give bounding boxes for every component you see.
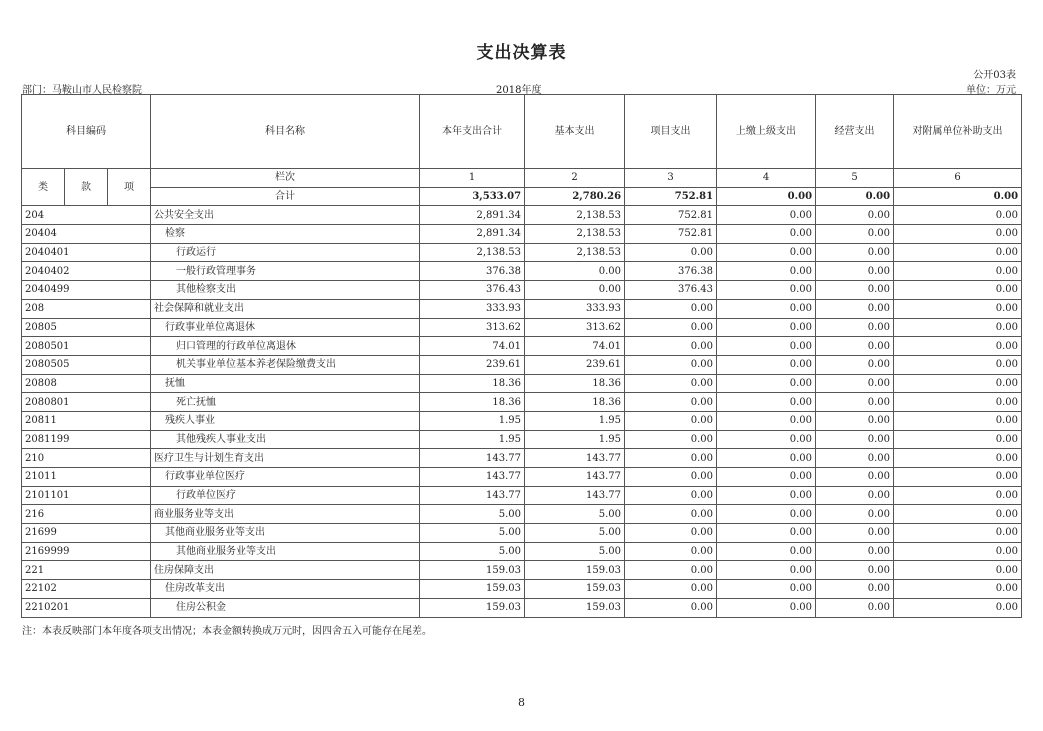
header-remit: 上缴上级支出	[717, 95, 816, 169]
subject-code: 2081199	[22, 430, 151, 449]
col-num: 3	[625, 169, 717, 188]
table-row	[22, 243, 1022, 262]
table-row	[22, 561, 1022, 580]
amount-cell: 0.00	[894, 318, 1022, 337]
amount-cell: 0.00	[717, 393, 816, 412]
amount-cell: 0.00	[717, 524, 816, 543]
total-cell: 0.00	[894, 187, 1022, 206]
amount-cell: 5.00	[525, 542, 625, 561]
amount-cell: 18.36	[525, 374, 625, 393]
amount-cell: 0.00	[894, 411, 1022, 430]
amount-cell: 0.00	[816, 561, 894, 580]
subject-code: 22102	[22, 580, 151, 599]
col-num: 5	[816, 169, 894, 188]
amount-cell: 0.00	[894, 449, 1022, 468]
subject-code: 20404	[22, 225, 151, 244]
amount-cell: 143.77	[525, 449, 625, 468]
department-label: 部门：马鞍山市人民检察院	[22, 85, 142, 96]
amount-cell: 5.00	[525, 505, 625, 524]
amount-cell: 1.95	[525, 430, 625, 449]
subject-name: 行政事业单位离退休	[151, 318, 420, 337]
subject-code: 208	[22, 299, 151, 318]
amount-cell: 0.00	[717, 299, 816, 318]
amount-cell: 0.00	[717, 561, 816, 580]
amount-cell: 0.00	[894, 225, 1022, 244]
amount-cell: 0.00	[894, 243, 1022, 262]
table-row	[22, 393, 1022, 412]
subject-name: 其他残疾人事业支出	[151, 430, 420, 449]
amount-cell: 0.00	[816, 337, 894, 356]
amount-cell: 0.00	[894, 430, 1022, 449]
amount-cell: 752.81	[625, 225, 717, 244]
amount-cell: 0.00	[625, 580, 717, 599]
amount-cell: 0.00	[894, 580, 1022, 599]
amount-cell: 2,891.34	[420, 225, 525, 244]
amount-cell: 0.00	[816, 206, 894, 225]
amount-cell: 0.00	[625, 598, 717, 617]
amount-cell: 0.00	[816, 542, 894, 561]
page-number: 8	[518, 696, 525, 709]
table-row	[22, 225, 1022, 244]
amount-cell: 143.77	[420, 449, 525, 468]
amount-cell: 159.03	[420, 580, 525, 599]
amount-cell: 2,138.53	[525, 206, 625, 225]
total-cell: 0.00	[717, 187, 816, 206]
amount-cell: 0.00	[816, 580, 894, 599]
amount-cell: 0.00	[894, 374, 1022, 393]
amount-cell: 0.00	[717, 468, 816, 487]
amount-cell: 0.00	[625, 430, 717, 449]
amount-cell: 0.00	[894, 281, 1022, 300]
subject-name: 商业服务业等支出	[151, 505, 420, 524]
amount-cell: 0.00	[894, 355, 1022, 374]
subject-code: 210	[22, 449, 151, 468]
amount-cell: 143.77	[525, 486, 625, 505]
amount-cell: 0.00	[717, 598, 816, 617]
header-total: 本年支出合计	[420, 95, 525, 169]
subject-name: 公共安全支出	[151, 206, 420, 225]
amount-cell: 0.00	[816, 262, 894, 281]
amount-cell: 0.00	[717, 542, 816, 561]
amount-cell: 313.62	[525, 318, 625, 337]
header-lei: 类	[22, 169, 65, 206]
amount-cell: 5.00	[420, 524, 525, 543]
column-number-row	[22, 169, 1022, 188]
page-title: 支出决算表	[476, 43, 567, 63]
amount-cell: 0.00	[894, 524, 1022, 543]
table-row	[22, 524, 1022, 543]
amount-cell: 2,891.34	[420, 206, 525, 225]
amount-cell: 0.00	[625, 542, 717, 561]
amount-cell: 0.00	[816, 505, 894, 524]
subject-name: 住房改革支出	[151, 580, 420, 599]
subject-name: 住房保障支出	[151, 561, 420, 580]
table-row	[22, 281, 1022, 300]
amount-cell: 333.93	[525, 299, 625, 318]
amount-cell: 0.00	[625, 299, 717, 318]
amount-cell: 0.00	[816, 299, 894, 318]
amount-cell: 0.00	[717, 281, 816, 300]
subject-code: 21011	[22, 468, 151, 487]
subject-code: 20808	[22, 374, 151, 393]
amount-cell: 0.00	[894, 505, 1022, 524]
amount-cell: 18.36	[420, 374, 525, 393]
amount-cell: 74.01	[525, 337, 625, 356]
amount-cell: 74.01	[420, 337, 525, 356]
amount-cell: 0.00	[717, 206, 816, 225]
subject-code: 2040401	[22, 243, 151, 262]
amount-cell: 239.61	[420, 355, 525, 374]
amount-cell: 0.00	[525, 262, 625, 281]
expenditure-table	[21, 94, 1022, 618]
amount-cell: 0.00	[717, 505, 816, 524]
amount-cell: 0.00	[625, 486, 717, 505]
amount-cell: 18.36	[525, 393, 625, 412]
subject-code: 2101101	[22, 486, 151, 505]
table-row	[22, 299, 1022, 318]
subject-code: 2040402	[22, 262, 151, 281]
table-row	[22, 580, 1022, 599]
subject-code: 221	[22, 561, 151, 580]
amount-cell: 0.00	[894, 206, 1022, 225]
amount-cell: 5.00	[420, 542, 525, 561]
amount-cell: 0.00	[717, 355, 816, 374]
amount-cell: 0.00	[816, 281, 894, 300]
amount-cell: 159.03	[525, 598, 625, 617]
subject-code: 2040499	[22, 281, 151, 300]
amount-cell: 143.77	[420, 486, 525, 505]
subject-name: 检察	[151, 225, 420, 244]
amount-cell: 376.43	[625, 281, 717, 300]
unit-label: 单位：万元	[966, 85, 1016, 96]
col-num: 1	[420, 169, 525, 188]
subject-name: 归口管理的行政单位离退休	[151, 337, 420, 356]
amount-cell: 376.38	[625, 262, 717, 281]
amount-cell: 0.00	[717, 486, 816, 505]
amount-cell: 0.00	[816, 468, 894, 487]
header-xiang: 项	[108, 169, 151, 206]
total-cell: 0.00	[816, 187, 894, 206]
amount-cell: 0.00	[816, 411, 894, 430]
amount-cell: 1.95	[525, 411, 625, 430]
table-row	[22, 505, 1022, 524]
subject-name: 行政运行	[151, 243, 420, 262]
subject-code: 204	[22, 206, 151, 225]
subject-code: 2210201	[22, 598, 151, 617]
amount-cell: 0.00	[717, 411, 816, 430]
table-row	[22, 337, 1022, 356]
header-subsidy: 对附属单位补助支出	[894, 95, 1022, 169]
amount-cell: 0.00	[816, 598, 894, 617]
amount-cell: 0.00	[625, 355, 717, 374]
col-num: 6	[894, 169, 1022, 188]
amount-cell: 159.03	[525, 580, 625, 599]
table-row	[22, 206, 1022, 225]
amount-cell: 159.03	[420, 598, 525, 617]
amount-cell: 0.00	[717, 243, 816, 262]
amount-cell: 0.00	[625, 318, 717, 337]
table-row	[22, 430, 1022, 449]
amount-cell: 5.00	[525, 524, 625, 543]
amount-cell: 333.93	[420, 299, 525, 318]
amount-cell: 0.00	[816, 243, 894, 262]
amount-cell: 0.00	[717, 580, 816, 599]
amount-cell: 0.00	[894, 299, 1022, 318]
total-label: 合计	[151, 187, 420, 206]
amount-cell: 0.00	[525, 281, 625, 300]
amount-cell: 0.00	[625, 337, 717, 356]
amount-cell: 0.00	[894, 468, 1022, 487]
header-name: 科目名称	[151, 95, 420, 169]
amount-cell: 0.00	[894, 393, 1022, 412]
amount-cell: 0.00	[816, 374, 894, 393]
subject-name: 医疗卫生与计划生育支出	[151, 449, 420, 468]
subject-code: 2080801	[22, 393, 151, 412]
amount-cell: 0.00	[625, 374, 717, 393]
table-row	[22, 449, 1022, 468]
col-num: 2	[525, 169, 625, 188]
amount-cell: 0.00	[816, 449, 894, 468]
header-code: 科目编码	[22, 95, 151, 169]
amount-cell: 0.00	[625, 393, 717, 412]
amount-cell: 143.77	[420, 468, 525, 487]
amount-cell: 18.36	[420, 393, 525, 412]
table-row	[22, 374, 1022, 393]
subject-name: 机关事业单位基本养老保险缴费支出	[151, 355, 420, 374]
amount-cell: 0.00	[816, 318, 894, 337]
header-kuan: 款	[65, 169, 108, 206]
amount-cell: 159.03	[525, 561, 625, 580]
table-row	[22, 411, 1022, 430]
header-operating: 经营支出	[816, 95, 894, 169]
subject-code: 20811	[22, 411, 151, 430]
table-row	[22, 598, 1022, 617]
amount-cell: 0.00	[894, 561, 1022, 580]
table-row	[22, 262, 1022, 281]
amount-cell: 752.81	[625, 206, 717, 225]
amount-cell: 0.00	[816, 524, 894, 543]
subject-code: 2080505	[22, 355, 151, 374]
subject-name: 一般行政管理事务	[151, 262, 420, 281]
amount-cell: 0.00	[816, 393, 894, 412]
table-row	[22, 468, 1022, 487]
amount-cell: 0.00	[816, 355, 894, 374]
amount-cell: 0.00	[717, 318, 816, 337]
amount-cell: 376.38	[420, 262, 525, 281]
amount-cell: 0.00	[816, 430, 894, 449]
amount-cell: 239.61	[525, 355, 625, 374]
header-row	[22, 95, 1022, 169]
amount-cell: 1.95	[420, 430, 525, 449]
header-project: 项目支出	[625, 95, 717, 169]
subject-name: 社会保障和就业支出	[151, 299, 420, 318]
header-basic: 基本支出	[525, 95, 625, 169]
table-row	[22, 318, 1022, 337]
amount-cell: 2,138.53	[420, 243, 525, 262]
year-label: 2018年度	[496, 85, 542, 96]
amount-cell: 0.00	[894, 337, 1022, 356]
subject-code: 2169999	[22, 542, 151, 561]
amount-cell: 0.00	[717, 337, 816, 356]
total-cell: 2,780.26	[525, 187, 625, 206]
total-cell: 752.81	[625, 187, 717, 206]
subject-code: 21699	[22, 524, 151, 543]
column-label: 栏次	[151, 169, 420, 188]
amount-cell: 2,138.53	[525, 225, 625, 244]
total-row	[22, 187, 1022, 206]
subject-code: 2080501	[22, 337, 151, 356]
amount-cell: 5.00	[420, 505, 525, 524]
amount-cell: 143.77	[525, 468, 625, 487]
subject-name: 行政事业单位医疗	[151, 468, 420, 487]
amount-cell: 0.00	[625, 468, 717, 487]
amount-cell: 0.00	[717, 449, 816, 468]
amount-cell: 0.00	[894, 598, 1022, 617]
amount-cell: 2,138.53	[525, 243, 625, 262]
amount-cell: 1.95	[420, 411, 525, 430]
total-cell: 3,533.07	[420, 187, 525, 206]
table-row	[22, 355, 1022, 374]
amount-cell: 0.00	[625, 243, 717, 262]
amount-cell: 0.00	[894, 542, 1022, 561]
amount-cell: 0.00	[625, 505, 717, 524]
subject-name: 残疾人事业	[151, 411, 420, 430]
table-row	[22, 542, 1022, 561]
amount-cell: 0.00	[717, 225, 816, 244]
subject-code: 216	[22, 505, 151, 524]
amount-cell: 0.00	[717, 374, 816, 393]
footnote: 注：本表反映部门本年度各项支出情况；本表金额转换成万元时，因四舍五入可能存在尾差。	[22, 626, 432, 637]
amount-cell: 0.00	[894, 262, 1022, 281]
amount-cell: 0.00	[625, 561, 717, 580]
col-num: 4	[717, 169, 816, 188]
subject-name: 住房公积金	[151, 598, 420, 617]
amount-cell: 313.62	[420, 318, 525, 337]
amount-cell: 0.00	[625, 411, 717, 430]
subject-name: 抚恤	[151, 374, 420, 393]
subject-name: 其他商业服务业等支出	[151, 542, 420, 561]
subject-name: 其他商业服务业等支出	[151, 524, 420, 543]
amount-cell: 376.43	[420, 281, 525, 300]
amount-cell: 159.03	[420, 561, 525, 580]
amount-cell: 0.00	[625, 449, 717, 468]
amount-cell: 0.00	[894, 486, 1022, 505]
amount-cell: 0.00	[717, 430, 816, 449]
amount-cell: 0.00	[717, 262, 816, 281]
subject-name: 死亡抚恤	[151, 393, 420, 412]
table-row	[22, 486, 1022, 505]
amount-cell: 0.00	[625, 524, 717, 543]
subject-name: 其他检察支出	[151, 281, 420, 300]
amount-cell: 0.00	[816, 486, 894, 505]
subject-code: 20805	[22, 318, 151, 337]
subject-name: 行政单位医疗	[151, 486, 420, 505]
form-code: 公开03表	[973, 70, 1016, 81]
amount-cell: 0.00	[816, 225, 894, 244]
